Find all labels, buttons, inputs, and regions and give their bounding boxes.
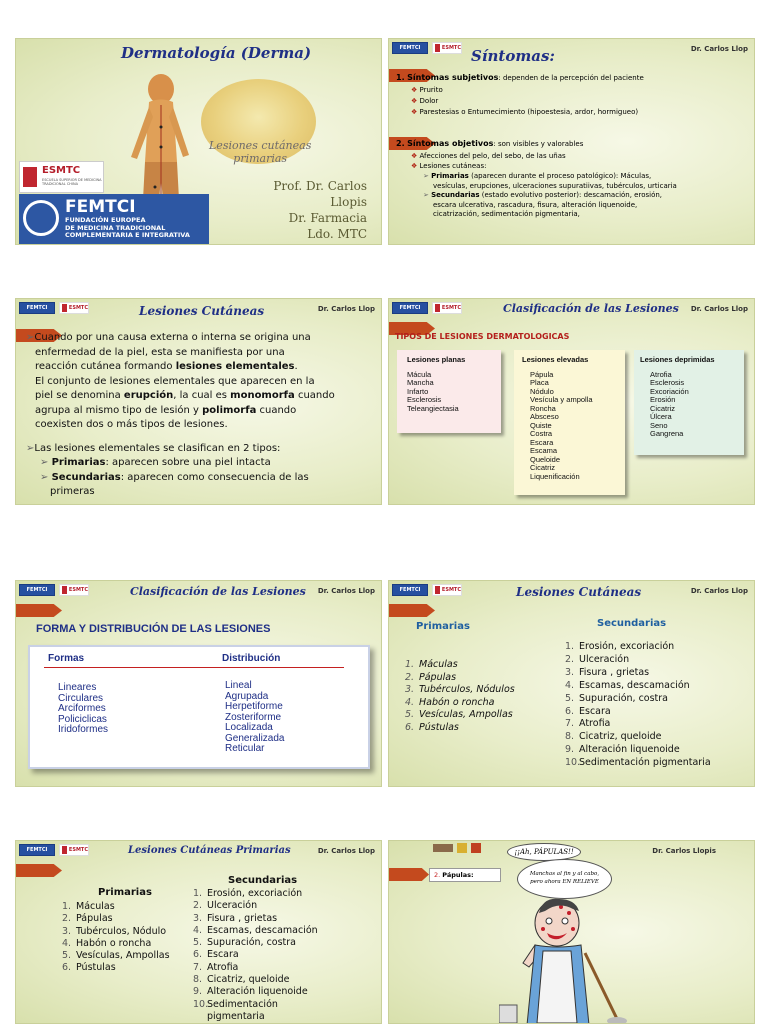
secundarias-heading: Secundarias	[597, 618, 667, 629]
slide-2-sintomas	[388, 38, 755, 245]
list-item-label: Máculas	[76, 901, 115, 912]
list-item-label: Úlcera	[650, 412, 672, 421]
list-item-label: Mácula	[407, 369, 432, 379]
list-number: 3.	[405, 684, 415, 696]
objective-heading: 2. Síntomas objetivos: son visibles y valorables	[396, 139, 584, 148]
slide-3-lesiones-cutaneas	[15, 298, 382, 505]
header-logos	[392, 302, 462, 314]
elevadas-list	[522, 371, 617, 482]
list-item-label: Escama	[530, 446, 558, 455]
list-item	[62, 926, 170, 938]
list-item-label: Atrofia	[579, 718, 611, 730]
list-item	[62, 962, 170, 974]
list-item	[405, 722, 515, 735]
esmtc-logo: ESMTC	[59, 844, 89, 856]
list-number: 4.	[193, 924, 203, 936]
femtci-logo: FEMTCI	[19, 844, 55, 856]
list-item	[565, 693, 711, 706]
list-item-label: Fisura , grietas	[207, 912, 278, 924]
distribucion-list	[225, 681, 284, 755]
list-item-label: Sedimentación	[207, 998, 278, 1010]
list-item-label: Zosteriforme	[225, 711, 282, 723]
planas-list	[407, 371, 491, 414]
list-number: 4.	[565, 679, 575, 691]
primary-lesions-text: ➢ Primarias (aparecen durante el proceso patológico): Máculas, vesículas, erupciones, ulceraciones supuratiivas, tubérculos, urticaria ➢ Secundarias (estado evolutivo posterior): descamación, erosión, escara ulcerativa, rascadura, fisura, alteración liquenoide, cicatrización, sedimentación pigmentaria,	[423, 172, 677, 218]
list-item-label: Pústulas	[419, 721, 459, 733]
list-number: 3.	[565, 666, 575, 678]
list-item-label: Gangrena	[650, 429, 684, 438]
list-item	[225, 744, 284, 755]
list-item-label: Alteración liquenoide	[207, 986, 308, 998]
list-item-label: Roncha	[530, 403, 556, 413]
list-item-label: Liquenificación	[530, 471, 580, 481]
esmtc-logo: ESMTC	[59, 584, 89, 596]
author-label: Dr. Carlos Llop	[690, 305, 748, 313]
list-item-label: Quiste	[530, 420, 552, 430]
author-label: Dr. Carlos Llop	[690, 587, 748, 595]
card-lesiones-deprimidas: Lesiones deprimidas Atrofia Esclerosis Excoriación Erosión Cicatriz Úlcera Seno Gangrena	[634, 350, 744, 455]
list-number: 2.	[62, 913, 72, 925]
list-item-label: Escara	[207, 949, 239, 961]
subjective-list: ❖ Prurito ❖ Dolor ❖ Parestesias o Entumecimiento (hipoestesia, ardor, hormigueo)	[411, 86, 639, 116]
list-item-label: Iridoformes	[58, 724, 109, 735]
list-item	[62, 913, 170, 925]
header-logos	[392, 584, 462, 596]
list-item	[193, 986, 318, 998]
list-item	[193, 888, 318, 900]
slide-5-forma-distribucion	[15, 580, 382, 787]
slide-6-primarias-secundarias	[388, 580, 755, 787]
list-item-label: Vesícula y ampolla	[530, 395, 593, 404]
list-item	[565, 654, 711, 667]
list-item-label: Ulceración	[579, 653, 630, 665]
list-item-label: Erosión, excoriación	[207, 888, 303, 899]
list-item-label: Absceso	[530, 412, 559, 421]
list-item-label: Localizada	[225, 722, 273, 733]
papulas-label: 2. Pápulas:	[429, 868, 501, 882]
speech-bubble-2: Manchas al fin y al cabo, pero ahora EN RELIEVE	[517, 859, 612, 899]
list-number: 7.	[565, 718, 575, 730]
list-item-label: Tubérculos, Nódulo	[76, 925, 167, 937]
list-item	[193, 974, 318, 986]
list-number: 5.	[405, 709, 415, 721]
list-item-label: Escamas, descamación	[207, 924, 318, 936]
header-logos	[19, 844, 89, 856]
list-item-label: pigmentaria	[207, 1010, 265, 1022]
formas-list	[58, 683, 108, 736]
list-number: 6.	[62, 962, 72, 974]
esmtc-logo: ESMTC ESCUELA SUPERIOR DE MEDICINA TRADICIONAL CHINA	[19, 161, 104, 193]
list-item-label: Esclerosis	[650, 378, 685, 387]
list-item	[565, 757, 711, 770]
lesiones-body-text: ➢Cuando por una causa externa o interna se origina una enfermedad de la piel, esta se manifiesta por una reacción cutánea formando lesiones elementales. El conjunto de lesiones elementales que aparecen en la piel se denomina erupción, la cual es monomorfa cuando agrupa al mismo tipo de lesión y polimorfa cuando coexisten dos o más tipos de lesiones. ➢Las lesiones elementales se clasifican en 2 tipos: ➢ Primarias: aparecen sobre una piel intacta ➢ Secundarias: aparecen como consecuencia de las primeras	[26, 332, 335, 497]
list-item	[405, 659, 515, 672]
banner-title: FORMA Y DISTRIBUCIÓN DE LAS LESIONES	[36, 623, 271, 635]
list-number: 6.	[193, 949, 203, 961]
logo-small	[471, 843, 481, 853]
slide-7-lesiones-primarias	[15, 840, 382, 1024]
esmtc-logo: ESMTC	[432, 584, 462, 596]
femtci-logo: FEMTCI	[392, 42, 428, 54]
slide-title: Lesiones Cutáneas	[139, 304, 265, 318]
author-label: Dr. Carlos Llop	[317, 305, 375, 313]
list-item-label: Lineal	[225, 680, 252, 691]
slide-title: Lesiones Cutáneas Primarias	[128, 845, 291, 856]
table-title: TIPOS DE LESIONES DERMATOLOGICAS	[395, 332, 570, 341]
list-item-label: Herpetiforme	[225, 701, 283, 712]
list-item-label: Habón o roncha	[419, 696, 495, 708]
list-item-label: Erosión	[650, 395, 676, 404]
list-item-label: Vesículas, Ampollas	[419, 709, 513, 721]
list-item	[565, 667, 711, 680]
subjective-heading: 1. Síntomas subjetivos: dependen de la percepción del paciente	[396, 73, 644, 82]
list-item	[193, 962, 318, 974]
list-item	[650, 430, 738, 439]
list-number: 6.	[405, 721, 415, 733]
list-item	[193, 925, 318, 937]
list-item-label: Lineares	[58, 682, 97, 693]
list-item	[193, 900, 318, 912]
femtci-logo: FEMTCI	[19, 302, 55, 314]
list-number: 2.	[193, 900, 203, 912]
list-number: 8.	[565, 731, 575, 743]
femtci-logo: FEMTCI	[392, 584, 428, 596]
list-item-label: Queloide	[530, 454, 561, 464]
slide-subtitle: Lesiones cutáneas primarias	[209, 139, 312, 165]
slide-title: Clasificación de las Lesiones	[130, 585, 306, 598]
list-item	[193, 1011, 318, 1023]
list-item-label: Arciformes	[58, 703, 106, 714]
esmtc-logo: ESMTC	[432, 42, 462, 54]
list-item-label: Máculas	[419, 659, 458, 670]
header-logos	[19, 584, 89, 596]
list-item-label: Placa	[530, 378, 549, 387]
header-logos	[19, 302, 89, 314]
list-item	[565, 706, 711, 719]
list-item	[193, 937, 318, 949]
author-label: Dr. Carlos Llop	[317, 847, 375, 855]
list-item-label: Escara	[579, 705, 611, 717]
list-number: 10.	[565, 757, 581, 769]
primarias-list	[62, 901, 170, 975]
list-item	[565, 718, 711, 731]
list-item	[407, 405, 491, 414]
list-number: 2.	[565, 653, 575, 665]
list-item-label: Teleangiectasia	[407, 403, 459, 413]
list-item-label: Pápula	[530, 369, 554, 379]
logo-small	[457, 843, 467, 853]
primarias-list	[405, 659, 515, 735]
list-item-label: Seno	[650, 420, 668, 430]
list-item-label: Supuración, costra	[207, 937, 297, 949]
list-item-label: Atrofia	[650, 369, 672, 379]
primarias-heading: Primarias	[416, 621, 470, 632]
list-item-label: Cicatriz	[650, 403, 676, 413]
arrow-tab	[16, 864, 62, 877]
logo-small	[433, 844, 453, 852]
list-number: 4.	[405, 696, 415, 708]
header-logos	[392, 42, 462, 54]
list-number: 5.	[62, 950, 72, 962]
list-item	[530, 473, 617, 482]
secundarias-heading: Secundarias	[228, 875, 298, 886]
list-item-label: Ulceración	[207, 900, 258, 912]
list-number: 3.	[193, 912, 203, 924]
header-underline	[44, 667, 344, 668]
arrow-tab	[16, 604, 62, 617]
slide-1-cover	[15, 38, 382, 245]
list-item-label: Cicatriz	[530, 463, 556, 472]
list-item-label: Erosión, excoriación	[579, 641, 675, 652]
list-item-label: Pápulas	[419, 671, 457, 683]
secundarias-list	[193, 888, 318, 1023]
list-item-label: Cicatriz, queloide	[207, 974, 290, 986]
list-item	[405, 709, 515, 722]
list-item-label: Alteración liquenoide	[579, 744, 680, 756]
formas-distribucion-table: Formas Distribución Lineares Circulares Arciformes Policiclicas Iridoformes Lineal Agrupada Herpetiforme Zosteriforme Localizada Generalizada Reticular	[28, 645, 370, 769]
list-number: 5.	[565, 692, 575, 704]
list-item	[58, 725, 108, 736]
list-number: 1.	[62, 901, 72, 912]
list-item-label: Esclerosis	[407, 395, 442, 404]
arrow-tab	[389, 868, 429, 881]
list-item-label: Generalizada	[225, 732, 285, 744]
slide-title: Lesiones Cutáneas	[516, 585, 642, 599]
list-item-label: Reticular	[225, 743, 265, 754]
list-item-label: Costra	[530, 429, 553, 438]
secundarias-list	[565, 641, 711, 770]
speech-bubble-1: ¡¡Ah, PÁPULAS!!	[507, 843, 581, 861]
list-item	[405, 684, 515, 697]
deprimidas-list	[640, 371, 738, 439]
list-item-label: Agrupada	[225, 690, 269, 702]
list-number: 3.	[62, 925, 72, 937]
list-item-label: Tubérculos, Nódulos	[419, 684, 515, 696]
list-number: 7.	[193, 961, 203, 973]
list-number: 9.	[193, 986, 203, 998]
list-item-label: Fisura , grietas	[579, 666, 650, 678]
list-number: 2.	[405, 671, 415, 683]
list-item	[62, 950, 170, 962]
card-lesiones-planas: Lesiones planas Mácula Mancha Infarto Esclerosis Teleangiectasia	[397, 350, 501, 433]
list-item-label: Escamas, descamación	[579, 679, 690, 691]
list-number: 1.	[193, 888, 203, 899]
list-item-label: Escara	[530, 437, 554, 447]
list-item-label: Policiclicas	[58, 713, 107, 725]
author-label: Dr. Carlos Llop	[317, 587, 375, 595]
list-item	[565, 641, 711, 654]
header-logos	[433, 843, 481, 853]
list-item-label: Circulares	[58, 692, 104, 704]
list-item-label: Excoriación	[650, 386, 689, 396]
list-item	[565, 731, 711, 744]
card-lesiones-elevadas: Lesiones elevadas Pápula Placa Nódulo Vesícula y ampolla Roncha Absceso Quiste Costra Escara Escama Queloide Cicatriz Liquenificación	[514, 350, 625, 495]
slide-title: Síntomas:	[471, 47, 555, 65]
slide-title: Dermatología (Derma)	[121, 44, 312, 62]
primarias-heading: Primarias	[98, 887, 152, 898]
list-item-label: Infarto	[407, 386, 429, 396]
list-number: 8.	[193, 974, 203, 986]
list-item	[62, 901, 170, 913]
list-item	[405, 697, 515, 710]
slide-title: Clasificación de las Lesiones	[503, 302, 679, 315]
femtci-logo: FEMTCI	[392, 302, 428, 314]
arrow-tab	[389, 604, 435, 617]
list-item	[193, 913, 318, 925]
list-item	[565, 744, 711, 757]
list-number: 9.	[565, 744, 575, 756]
list-number: 4.	[62, 937, 72, 949]
list-item	[193, 949, 318, 961]
esmtc-logo: ESMTC	[432, 302, 462, 314]
femtci-logo: FEMTCI	[19, 584, 55, 596]
list-item-label: Cicatriz, queloide	[579, 731, 662, 743]
femtci-logo: FEMTCI FUNDACIÓN EUROPEA DE MEDICINA TRADICIONAL COMPLEMENTARIA E INTEGRATIVA	[19, 194, 209, 244]
list-item-label: Nódulo	[530, 386, 554, 396]
slide-8-papulas-cartoon	[388, 840, 755, 1024]
list-item-label: Mancha	[407, 378, 434, 387]
author-block: Prof. Dr. Carlos Llopis Dr. Farmacia Ldo. MTC	[273, 179, 367, 241]
list-number: 1.	[565, 641, 575, 652]
author-label: Dr. Carlos Llop	[690, 45, 748, 53]
list-item	[193, 999, 318, 1011]
list-item-label: Vesículas, Ampollas	[76, 950, 170, 962]
objective-list: ❖ Afecciones del pelo, del sebo, de las uñas ❖ Lesiones cutáneas:	[411, 152, 566, 170]
list-item-label: Atrofia	[207, 961, 239, 973]
list-item	[62, 938, 170, 950]
list-item	[405, 672, 515, 685]
list-item-label: Sedimentación pigmentaria	[579, 757, 711, 769]
author-label: Dr. Carlos Llopis	[652, 847, 716, 855]
list-item	[565, 680, 711, 693]
list-item-label: Pápulas	[76, 913, 113, 925]
list-item-label: Supuración, costra	[579, 692, 669, 704]
esmtc-logo: ESMTC	[59, 302, 89, 314]
list-number: 1.	[405, 659, 415, 670]
cartoon-woman-image	[499, 893, 629, 1024]
list-number: 10.	[193, 998, 209, 1010]
slide-4-clasificacion	[388, 298, 755, 505]
list-item-label: Habón o roncha	[76, 937, 152, 949]
list-number: 5.	[193, 937, 203, 949]
list-item-label: Pústulas	[76, 962, 116, 974]
list-number: 6.	[565, 705, 575, 717]
